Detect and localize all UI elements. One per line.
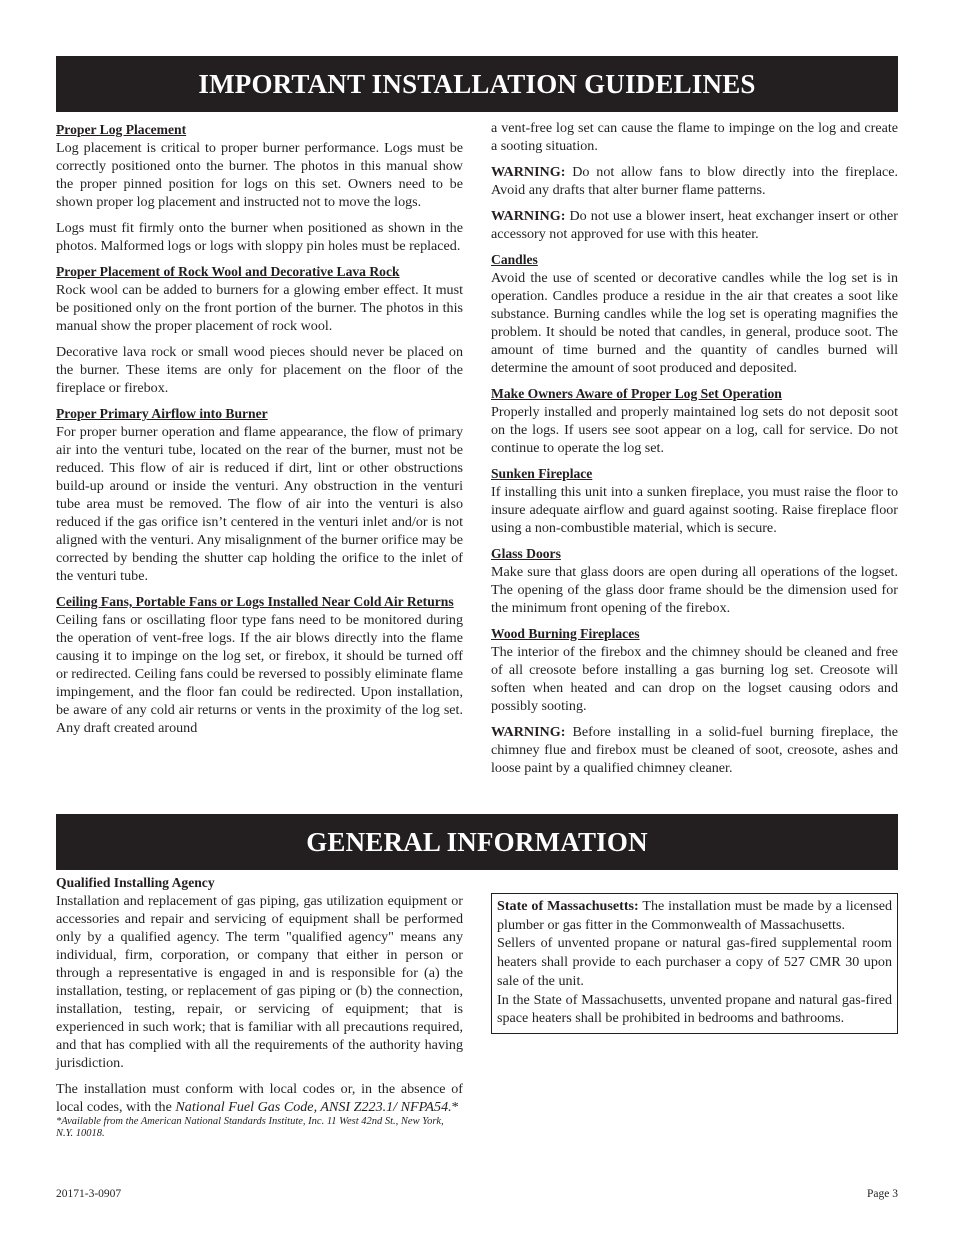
paragraph: Rock wool can be added to burners for a glowing ember effect. It must be positioned only on the front portion of the burner. The photos in this manual show the proper placement of rock wool.: [56, 282, 463, 334]
massachusetts-notice-box: [491, 893, 898, 1034]
footnote-marker: *: [451, 1099, 459, 1115]
document-number: 20171-3-0907: [56, 1188, 122, 1200]
page-number: Page 3: [867, 1188, 898, 1200]
guidelines-right-column: [491, 119, 898, 785]
paragraph: [56, 1080, 463, 1116]
general-left-column: [56, 874, 463, 1140]
heading-qualified-agency: Qualified Installing Agency: [56, 875, 215, 890]
paragraph: a vent-free log set can cause the flame to impinge on the log and create a sooting situation.: [491, 120, 898, 154]
heading-glass: Glass Doors: [491, 546, 561, 561]
heading-candles: Candles: [491, 252, 538, 267]
heading-rock-wool: Proper Placement of Rock Wool and Decorative Lava Rock: [56, 264, 400, 279]
heading-owners: Make Owners Aware of Proper Log Set Operation: [491, 386, 782, 401]
paragraph: Properly installed and properly maintained log sets do not deposit soot on the logs. If users see soot appear on a log, call for service. Do not continue to operate the log set.: [491, 404, 898, 456]
footnote: *Available from the American National Standards Institute, Inc. 11 West 42nd St., New York, N.Y. 10018.: [56, 1116, 444, 1139]
paragraph: [497, 897, 892, 934]
warning-label: WARNING:: [491, 164, 566, 180]
notice-text: The installation must be made by a licensed plumber or gas fitter in the Commonwealth of Massachusetts.: [497, 898, 892, 933]
paragraph: In the State of Massachusetts, unvented propane and natural gas-fired space heaters shall be prohibited in bedrooms and bathrooms.: [497, 991, 892, 1027]
warning-paragraph: [491, 163, 898, 199]
code-reference: National Fuel Gas Code, ANSI Z223.1/ NFPA54.: [175, 1099, 452, 1115]
warning-label: WARNING:: [491, 208, 566, 224]
paragraph: Logs must fit firmly onto the burner when positioned as shown in the photos. Malformed logs or logs with sloppy pin holes must be replaced.: [56, 220, 463, 254]
paragraph: Decorative lava rock or small wood pieces should never be placed on the burner. These items are only for placement on the floor of the fireplace or firebox.: [56, 344, 463, 396]
paragraph: Avoid the use of scented or decorative candles while the log set is in operation. Candles produce a residue in the air that creates a soot like substance. Burning candles while the log set is operating magnifies the problem. It should be noted that candles, in general, produce soot. The amount of time burned and the quantity of candles burned will determine the amount of soot produced and deposited.: [491, 270, 898, 376]
heading-wood: Wood Burning Fireplaces: [491, 626, 640, 641]
paragraph: If installing this unit into a sunken fireplace, you must raise the floor to insure adequate airflow and guard against sooting. Raise fireplace floor using a non-combustible material, which is secure.: [491, 484, 898, 536]
paragraph-text: The installation must conform with local codes or, in the absence of local codes, with the: [56, 1081, 463, 1115]
warning-label: WARNING:: [491, 724, 566, 740]
paragraph: Sellers of unvented propane or natural gas-fired supplemental room heaters shall provide to each purchaser a copy of 527 CMR 30 upon sale of the unit.: [497, 935, 892, 989]
paragraph: Make sure that glass doors are open during all operations of the logset. The opening of the glass door frame should be the dimension used for the minimum front opening of the firebox.: [491, 564, 898, 616]
paragraph: Installation and replacement of gas piping, gas utilization equipment or accessories and repair and servicing of equipment shall be performed only by a qualified agency. The term "qualified agency" means any individual, firm, corporation, or company that either in person or through a representative is engaged in and is responsible for (a) the installation, testing, or replacement of gas piping or (b) the connection, installation, testing, repair, or servicing of equipment; that is experienced in such work; that is familiar with all precautions required, and that has complied with all the requirements of the authority having jurisdiction.: [56, 893, 463, 1071]
banner-title: IMPORTANT INSTALLATION GUIDELINES: [198, 68, 756, 99]
paragraph: For proper burner operation and flame appearance, the flow of primary air into the venturi tube, located on the rear of the burner, must not be reduced. This flow of air is reduced if dirt, lint or other obstructions build-up around or inside the venturi. Any obstruction in the venturi tube area must be removed. The flow of air into the venturi is also reduced if the gas orifice isn’t centered in the venturi inlet and/or is not aligned with the venturi. Any misalignment of the burner orifice may be corrected by bending the shutter cap holding the orifice to the inlet of the venturi tube.: [56, 424, 463, 584]
section-banner-guidelines: [56, 56, 898, 112]
warning-text: Do not use a blower insert, heat exchanger insert or other accessory not approved for use with this heater.: [491, 208, 898, 242]
banner-title: GENERAL INFORMATION: [306, 826, 648, 857]
heading-airflow: Proper Primary Airflow into Burner: [56, 406, 268, 421]
warning-paragraph: [491, 207, 898, 243]
heading-log-placement: Proper Log Placement: [56, 122, 187, 137]
notice-label: State of Massachusetts:: [497, 898, 639, 914]
paragraph: Log placement is critical to proper burner performance. Logs must be correctly positioned onto the burner. The photos in this manual show the proper pinned position for logs on this set. Owners need to be shown proper log placement and instructed not to move the logs.: [56, 140, 463, 210]
warning-paragraph: [491, 723, 898, 777]
warning-text: Before installing in a solid-fuel burning fireplace, the chimney flue and firebox must be cleaned of soot, creosote, ashes and loose paint by a qualified chimney cleaner.: [491, 724, 898, 776]
section-banner-general: [56, 814, 898, 870]
warning-text: Do not allow fans to blow directly into the fireplace. Avoid any drafts that alter burner flame patterns.: [491, 164, 898, 198]
heading-sunken: Sunken Fireplace: [491, 466, 593, 481]
paragraph: Ceiling fans or oscillating floor type fans need to be monitored during the operation of vent-free logs. If the air blows directly into the flame causing it to impinge on the log set, or firebox, it should be turned off or redirected. Ceiling fans could be reversed to possibly eliminate flame impingement, and the floor fan could be redirected. Upon installation, be aware of any cold air returns or vents in the proximity of the log set. Any draft created around: [56, 612, 463, 736]
paragraph: The interior of the firebox and the chimney should be cleaned and free of all creosote before installing a gas burning log set. Creosote will soften when heated and can drop on the logset causing odors and possibly sooting.: [491, 644, 898, 714]
guidelines-left-column: [56, 121, 463, 745]
heading-fans: Ceiling Fans, Portable Fans or Logs Installed Near Cold Air Returns: [56, 594, 454, 609]
